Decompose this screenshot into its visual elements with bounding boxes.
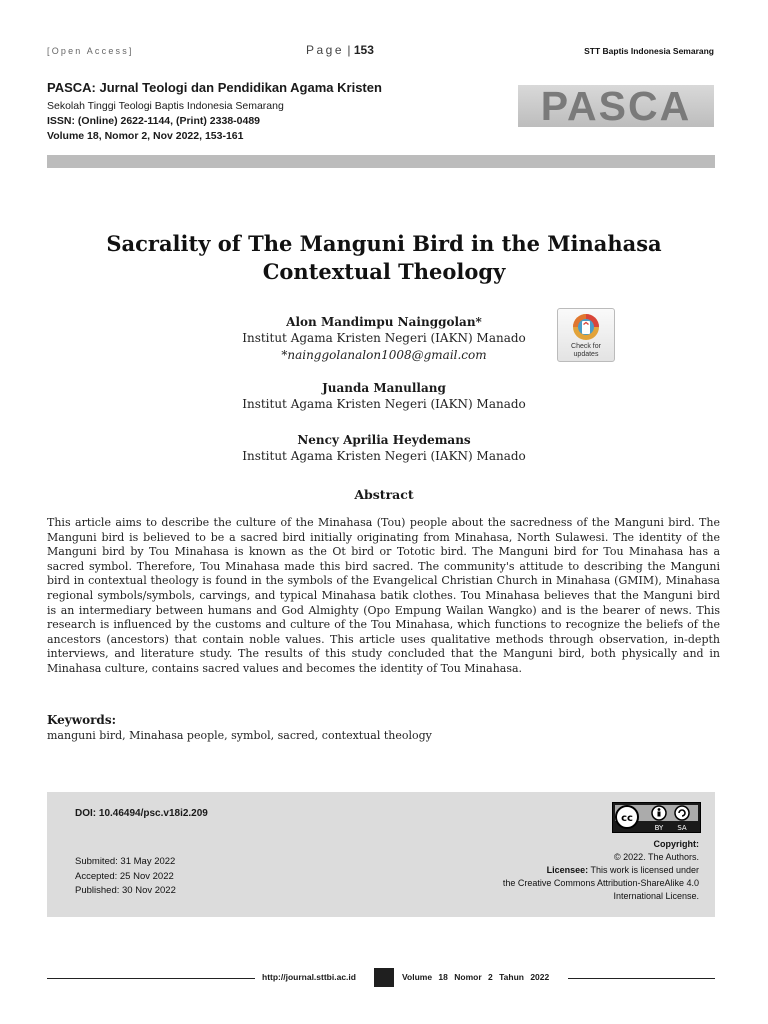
keywords-label: Keywords: bbox=[47, 713, 117, 727]
article-title-line-1: Sacrality of The Manguni Bird in the Minahasa bbox=[106, 231, 662, 256]
pasca-logo-text: PASCA bbox=[540, 82, 692, 129]
cc-license-icon bbox=[613, 803, 700, 832]
abstract-heading: Abstract bbox=[354, 487, 414, 502]
licensee-label: Licensee: bbox=[546, 865, 589, 875]
pasca-logo bbox=[518, 82, 714, 129]
footer-rule-right bbox=[568, 978, 715, 979]
footer-rule-left bbox=[47, 978, 255, 979]
author-3 bbox=[184, 432, 584, 465]
open-access-label: [Open Access] bbox=[47, 46, 134, 56]
page-separator: | bbox=[347, 43, 351, 57]
page-number: 153 bbox=[353, 43, 374, 57]
header-institution: STT Baptis Indonesia Semarang bbox=[584, 46, 714, 56]
cc-by-label: BY bbox=[654, 824, 664, 832]
author-name: Alon Mandimpu Nainggolan* bbox=[286, 315, 482, 329]
footer-square-mark bbox=[374, 968, 394, 987]
author-affiliation: Institut Agama Kristen Negeri (IAKN) Manado bbox=[242, 397, 526, 411]
author-email[interactable]: *nainggolanalon1008@gmail.com bbox=[281, 348, 487, 362]
journal-institution: Sekolah Tinggi Teologi Baptis Indonesia Semarang bbox=[47, 100, 284, 112]
author-affiliation: Institut Agama Kristen Negeri (IAKN) Manado bbox=[242, 449, 526, 463]
submitted-date: Submited: 31 May 2022 bbox=[75, 856, 176, 867]
author-affiliation: Institut Agama Kristen Negeri (IAKN) Manado bbox=[242, 331, 526, 345]
cc-by-sa-license-icon[interactable] bbox=[612, 802, 701, 833]
published-date: Published: 30 Nov 2022 bbox=[75, 885, 176, 896]
licensee-text: This work is licensed under bbox=[588, 865, 699, 875]
check-for-updates-button[interactable] bbox=[557, 308, 615, 362]
journal-title: PASCA: Jurnal Teologi dan Pendidikan Agama Kristen bbox=[47, 80, 382, 95]
journal-issn: ISSN: (Online) 2622-1144, (Print) 2338-0489 bbox=[47, 115, 261, 127]
author-name: Juanda Manullang bbox=[322, 381, 446, 395]
journal-url-link[interactable]: http://journal.sttbi.ac.id bbox=[262, 972, 356, 982]
copyright-text: © 2022. The Authors. bbox=[613, 852, 699, 862]
author-2 bbox=[184, 380, 584, 413]
cc-sa-label: SA bbox=[677, 824, 687, 832]
author-name: Nency Aprilia Heydemans bbox=[297, 433, 471, 447]
accepted-date: Accepted: 25 Nov 2022 bbox=[75, 871, 174, 882]
journal-info bbox=[47, 80, 382, 145]
header-divider-bar bbox=[47, 155, 715, 168]
article-title bbox=[60, 230, 708, 286]
svg-text:cc: cc bbox=[621, 813, 633, 824]
license-link[interactable]: the Creative Commons Attribution-ShareAlike 4.0 bbox=[502, 878, 699, 888]
page-number-label bbox=[306, 43, 374, 57]
licensee-line bbox=[547, 865, 699, 875]
copyright-label: Copyright: bbox=[653, 839, 699, 849]
journal-volume: Volume 18, Nomor 2, Nov 2022, 153-161 bbox=[47, 130, 244, 142]
keywords-text: manguni bird, Minahasa people, symbol, sacred, contextual theology bbox=[47, 729, 432, 742]
doi-link[interactable]: DOI: 10.46494/psc.v18i2.209 bbox=[75, 808, 208, 819]
check-for-updates-icon bbox=[571, 312, 601, 342]
article-title-line-2: Contextual Theology bbox=[262, 259, 506, 284]
abstract-body: This article aims to describe the culture of the Minahasa (Tou) people about the sacredness of the Manguni bird. The Manguni bird is believed to be a sacred bird initially originating from Minahasa, North Sulawesi. The identity of the Manguni bird by Tou Minahasa is known as the Ot bird or Tototic bird. The Manguni bird for Tou Minahasa has a sacred symbol. Therefore, Tou Minahasa made this bird sacred. The community's attitude to describing the Manguni bird in contextual theology is found in the symbols of the Evangelical Christian Church in Minahasa (GMIM), Minahasa regional symbols/symbols, carvings, and typical Minahasa batik clothes. Tou Minahasa believes that the Manguni bird is an intermediary between humans and God Almighty (Opo Empung Wailan Wangko) and is the bearer of news. This research is influenced by the customs and culture of the Tou Minahasa, which functions to recognize the beliefs of the ancestors (ancestors) that contain noble values. This article uses qualitative methods through observation, in-depth interviews, and literature study. The results of this study concluded that the Manguni bird, both physically and in Minahasa culture, contains sacred values and becomes the identity of Tou Minahasa. bbox=[47, 516, 720, 675]
page-word: Page bbox=[306, 43, 345, 57]
author-1 bbox=[184, 314, 584, 363]
license-link-end[interactable]: International License. bbox=[613, 891, 699, 901]
footer-volume: Volume 18 Nomor 2 Tahun 2022 bbox=[402, 972, 550, 982]
check-for-updates-label: Check for updates bbox=[571, 343, 601, 358]
